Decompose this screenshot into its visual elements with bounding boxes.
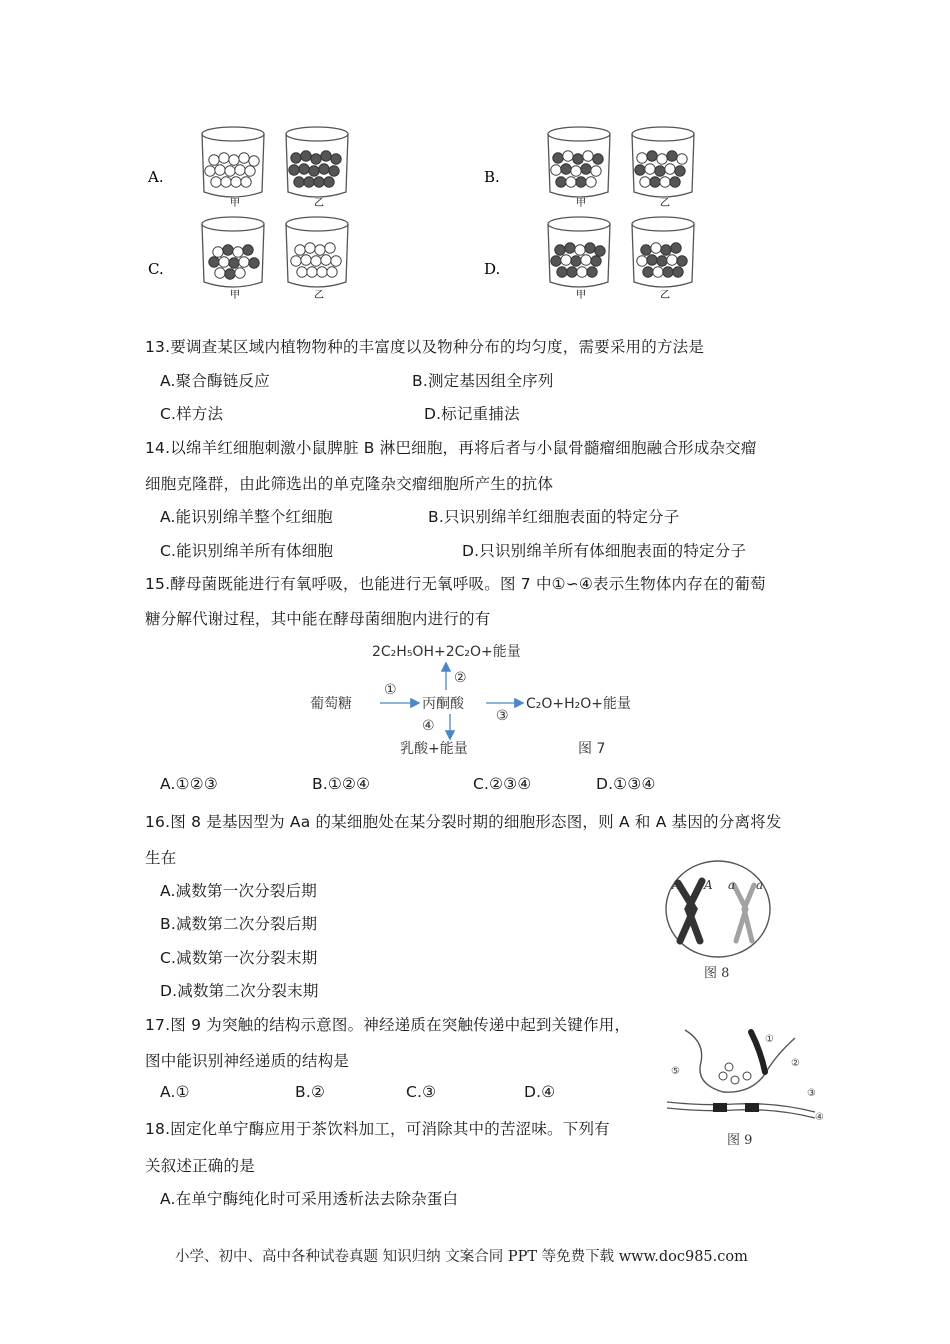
jar-c-left-caption: 甲 — [230, 290, 240, 301]
jar-c-right-caption: 乙 — [314, 290, 324, 301]
q14-option-b: B.只识别绵羊红细胞表面的特定分子 — [428, 508, 680, 526]
fig7-caption: 图 7 — [578, 741, 606, 757]
q13-option-b: B.测定基因组全序列 — [412, 372, 554, 390]
q15-option-d: D.①③④ — [596, 775, 656, 793]
fig7-num-1: ① — [384, 682, 397, 698]
jar-d-left — [548, 217, 610, 287]
jar-c-left — [202, 217, 264, 287]
q16-option-a: A.减数第一次分裂后期 — [160, 882, 317, 900]
q18-stem-line1: 18.固定化单宁酶应用于茶饮料加工，可消除其中的苦涩味。下列有 — [145, 1120, 610, 1138]
jar-d-right — [632, 217, 694, 287]
q14-stem-line1: 14.以绵羊红细胞刺激小鼠脾脏 B 淋巴细胞，再将后者与小鼠骨髓瘤细胞融合形成杂交瘤 — [145, 439, 757, 457]
fig9-num-2: ② — [791, 1058, 800, 1069]
q13-option-d: D.标记重捕法 — [424, 405, 520, 423]
jar-a-left-caption: 甲 — [230, 198, 240, 209]
q16-option-d: D.减数第二次分裂末期 — [160, 982, 319, 1000]
jar-b-left-caption: 甲 — [576, 198, 586, 209]
gene-a-lower-right: a — [756, 878, 764, 892]
jar-b-right — [632, 127, 694, 197]
q17-option-b: B.② — [295, 1083, 326, 1101]
fig9-num-4: ④ — [815, 1112, 824, 1123]
q16-stem-line2: 生在 — [145, 849, 177, 867]
fig9-num-3: ③ — [807, 1088, 816, 1099]
q15-stem-line1: 15.酵母菌既能进行有氧呼吸，也能进行无氧呼吸。图 7 中①∽④表示生物体内存在的葡萄 — [145, 575, 766, 593]
q18-stem-line2: 关叙述正确的是 — [145, 1157, 255, 1175]
page-footer: 小学、初中、高中各种试卷真题 知识归纳 文案合同 PPT 等免费下载 www.doc985.com — [175, 1249, 748, 1265]
q15-stem-line2: 糖分解代谢过程，其中能在酵母菌细胞内进行的有 — [145, 610, 491, 628]
light-chromosome — [734, 885, 754, 941]
q13-option-a: A.聚合酶链反应 — [160, 372, 270, 390]
fig7-glucose: 葡萄糖 — [310, 696, 352, 712]
q18-option-a: A.在单宁酶纯化时可采用透析法去除杂蛋白 — [160, 1190, 459, 1208]
q15-option-a: A.①②③ — [160, 775, 218, 793]
fig7-lactic-product: 乳酸+能量 — [400, 741, 468, 757]
fig7-aerobic-product: C₂O+H₂O+能量 — [526, 696, 632, 712]
q16-option-c: C.减数第一次分裂末期 — [160, 949, 318, 967]
jar-a-right-caption: 乙 — [314, 198, 324, 209]
gene-a-upper-right: A — [704, 878, 713, 892]
fig7-ethanol-product: 2C₂H₅OH+2C₂O+能量 — [372, 644, 521, 660]
option-a-label: A. — [148, 168, 164, 186]
q13-option-c: C.样方法 — [160, 405, 224, 423]
figure-9-synapse — [665, 1022, 835, 1152]
option-d-label: D. — [484, 260, 501, 278]
fig7-num-3: ③ — [496, 708, 509, 724]
jar-a-left — [202, 127, 264, 197]
axon-terminal — [751, 1032, 765, 1072]
gene-a-upper-left: A — [672, 878, 681, 892]
gene-a-lower-left: a — [728, 878, 736, 892]
q14-option-c: C.能识别绵羊所有体细胞 — [160, 542, 334, 560]
jar-b-left — [548, 127, 610, 197]
q14-stem-line2: 细胞克隆群，由此筛选出的单克隆杂交瘤细胞所产生的抗体 — [145, 475, 554, 493]
fig8-caption: 图 8 — [704, 966, 730, 981]
fig9-caption: 图 9 — [727, 1133, 753, 1148]
q14-option-a: A.能识别绵羊整个红细胞 — [160, 508, 333, 526]
figure-8-cell — [660, 855, 780, 985]
q17-option-c: C.③ — [406, 1083, 437, 1101]
jar-b-right-caption: 乙 — [660, 198, 670, 209]
q17-option-d: D.④ — [524, 1083, 556, 1101]
q17-stem-line1: 17.图 9 为突触的结构示意图。神经递质在突触传递中起到关键作用， — [145, 1016, 631, 1034]
q14-option-d: D.只识别绵羊所有体细胞表面的特定分子 — [462, 542, 747, 560]
jar-d-right-caption: 乙 — [660, 290, 670, 301]
q17-stem-line2: 图中能识别神经递质的结构是 — [145, 1052, 350, 1070]
q13-stem: 13.要调查某区域内植物物种的丰富度以及物种分布的均匀度，需要采用的方法是 — [145, 338, 705, 356]
fig7-num-2: ② — [454, 670, 467, 686]
option-c-label: C. — [148, 260, 164, 278]
fig7-num-4: ④ — [422, 718, 435, 734]
fig9-num-1: ① — [765, 1034, 774, 1045]
fig9-num-5: ⑤ — [671, 1066, 680, 1077]
dark-chromosome — [678, 881, 702, 941]
figure-7-respiration-diagram — [300, 638, 640, 768]
option-b-label: B. — [484, 168, 500, 186]
q15-option-b: B.①②④ — [312, 775, 371, 793]
fig7-pyruvate: 丙酮酸 — [422, 696, 464, 712]
q15-option-c: C.②③④ — [473, 775, 532, 793]
jar-c-right — [286, 217, 348, 287]
q17-option-a: A.① — [160, 1083, 190, 1101]
jar-options-figure — [140, 118, 700, 308]
q16-option-b: B.减数第二次分裂后期 — [160, 915, 318, 933]
jar-a-right — [286, 127, 348, 197]
jar-d-left-caption: 甲 — [576, 290, 586, 301]
q16-stem-line1: 16.图 8 是基因型为 Aa 的某细胞处在某分裂时期的细胞形态图，则 A 和 A 基因的分离将发 — [145, 813, 782, 831]
